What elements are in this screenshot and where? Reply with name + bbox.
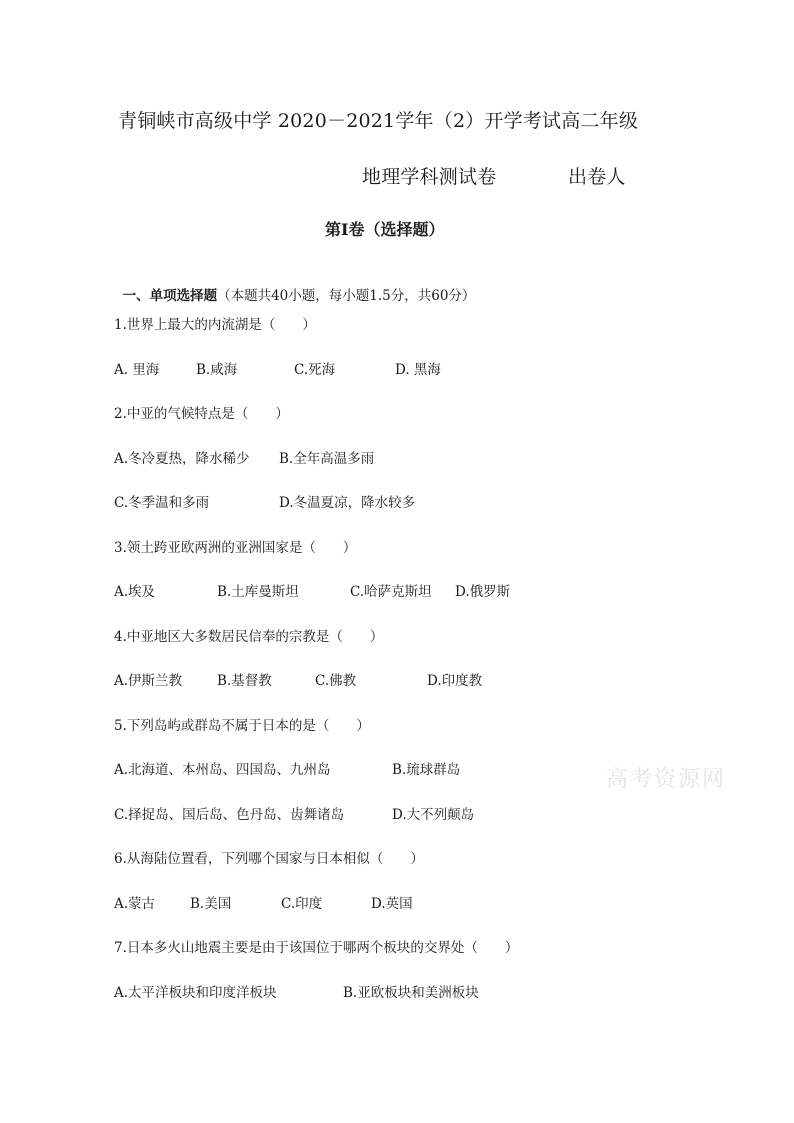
question-5-stem: 5.下列岛屿或群岛不属于日本的是（ ） bbox=[114, 718, 370, 734]
question-1-option-c: C.死海 bbox=[294, 362, 336, 378]
exam-title: 青铜峡市高级中学 2020－2021学年（2）开学考试高二年级 bbox=[118, 110, 639, 132]
question-5-option-c: C.择捉岛、国后岛、色丹岛、齿舞诸岛 bbox=[114, 807, 345, 823]
question-2-option-a: A.冬冷夏热，降水稀少 bbox=[114, 451, 250, 467]
question-7-stem: 7.日本多火山地震主要是由于该国位于哪两个板块的交界处（ ） bbox=[114, 940, 519, 956]
question-3-option-d: D.俄罗斯 bbox=[455, 584, 511, 600]
author-label: 出卷人 bbox=[568, 166, 626, 188]
question-4-stem: 4.中亚地区大多数居民信奉的宗教是（ ） bbox=[114, 629, 384, 645]
question-5-option-b: B.琉球群岛 bbox=[392, 762, 461, 778]
question-3-option-a: A.埃及 bbox=[114, 584, 156, 600]
watermark: 高考资源网 bbox=[606, 767, 727, 792]
question-1-option-d: D. 黑海 bbox=[395, 362, 441, 378]
question-1-option-b: B.咸海 bbox=[196, 362, 238, 378]
question-6-option-c: C.印度 bbox=[281, 896, 323, 912]
question-5-option-d: D.大不列颠岛 bbox=[392, 807, 475, 823]
question-7-option-a: A.太平洋板块和印度洋板块 bbox=[114, 985, 277, 1001]
part-label: 一、单项选择题 bbox=[122, 288, 218, 304]
question-4-option-b: B.基督教 bbox=[217, 673, 272, 689]
question-6-option-a: A.蒙古 bbox=[114, 896, 156, 912]
question-7-option-b: B.亚欧板块和美洲板块 bbox=[343, 985, 479, 1001]
question-3-stem: 3.领土跨亚欧两洲的亚洲国家是（ ） bbox=[114, 540, 357, 556]
question-4-option-d: D.印度教 bbox=[427, 673, 483, 689]
question-6-option-d: D.英国 bbox=[371, 896, 413, 912]
question-5-option-a: A.北海道、本州岛、四国岛、九州岛 bbox=[114, 762, 331, 778]
part-note: （本题共40小题，每小题1.5分，共60分） bbox=[217, 288, 476, 304]
subject-title: 地理学科测试卷 bbox=[362, 166, 497, 188]
question-1-stem: 1.世界上最大的内流湖是（ ） bbox=[114, 317, 316, 333]
question-2-stem: 2.中亚的气候特点是（ ） bbox=[114, 406, 289, 422]
question-3-option-c: C.哈萨克斯坦 bbox=[350, 584, 432, 600]
question-2-option-c: C.冬季温和多雨 bbox=[114, 495, 210, 511]
question-2-option-b: B.全年高温多雨 bbox=[279, 451, 375, 467]
question-3-option-b: B.土库曼斯坦 bbox=[217, 584, 299, 600]
question-6-stem: 6.从海陆位置看，下列哪个国家与日本相似（ ） bbox=[114, 851, 424, 867]
question-2-option-d: D.冬温夏凉，降水较多 bbox=[279, 495, 416, 511]
question-6-option-b: B.美国 bbox=[190, 896, 232, 912]
section-heading: 第Ⅰ卷（选择题） bbox=[325, 220, 445, 239]
question-1-option-a: A. 里海 bbox=[114, 362, 160, 378]
question-4-option-c: C.佛教 bbox=[315, 673, 357, 689]
question-4-option-a: A.伊斯兰教 bbox=[114, 673, 183, 689]
part-heading bbox=[114, 268, 475, 304]
